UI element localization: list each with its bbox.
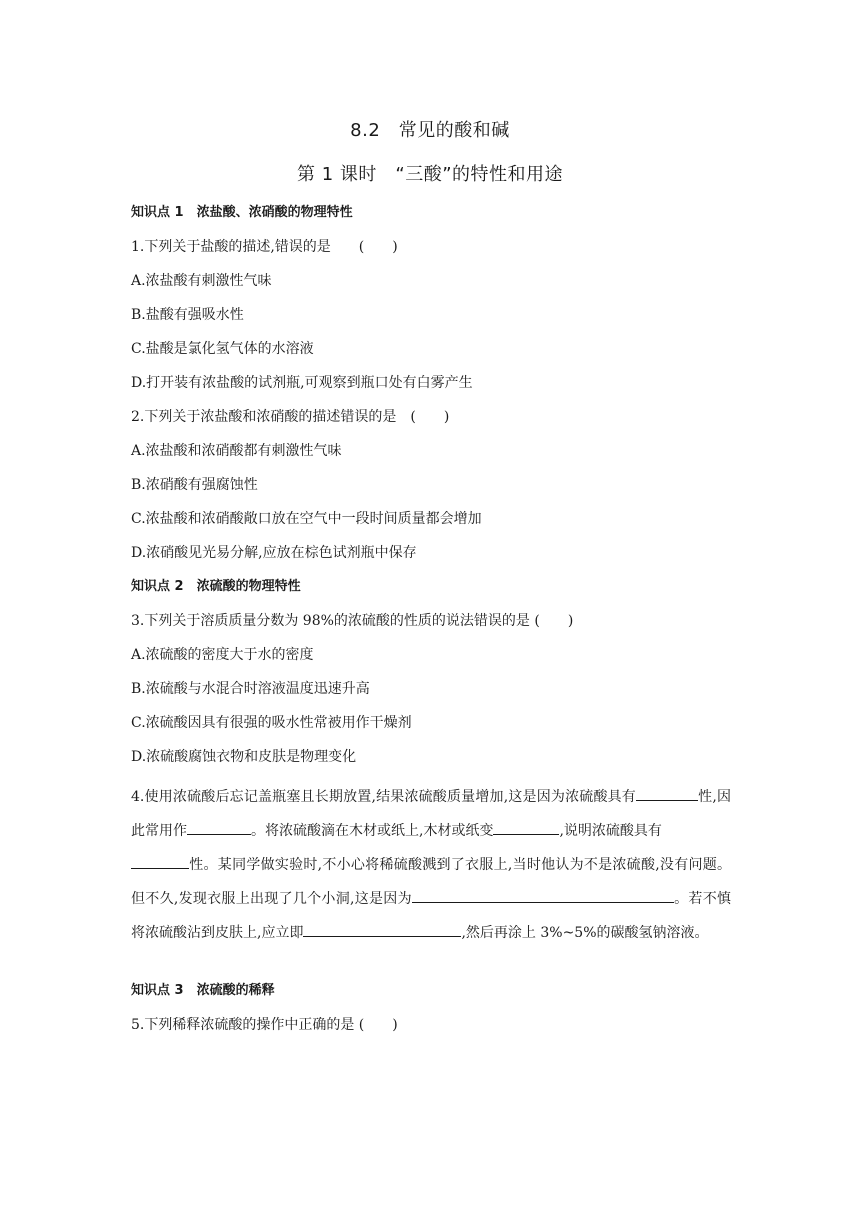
question-2-option-c: C.浓盐酸和浓硝酸敞口放在空气中一段时间质量都会增加 [131, 511, 482, 527]
answer-blank-3[interactable] [493, 818, 559, 835]
question-4-text-1: 4.使用浓硫酸后忘记盖瓶塞且长期放置,结果浓硫酸质量增加,这是因为浓硫酸具有 [131, 789, 636, 805]
section-spacer [131, 950, 731, 980]
question-1-option-a: A.浓盐酸有刺激性气味 [131, 273, 272, 289]
answer-blank-6[interactable] [303, 920, 461, 937]
question-1-stem: 1.下列关于盐酸的描述,错误的是 ( ) [131, 239, 398, 255]
answer-blank-2[interactable] [187, 818, 251, 835]
lesson-subtitle: 第 1 课时 “三酸”的特性和用途 [296, 164, 564, 185]
question-3-option-c: C.浓硫酸因具有很强的吸水性常被用作干燥剂 [131, 715, 412, 731]
question-3-option-b: B.浓硫酸与水混合时溶液温度迅速升高 [131, 681, 370, 697]
question-4-text-3: 。将浓硫酸滴在木材或纸上,木材或纸变 [251, 823, 494, 839]
question-3-stem: 3.下列关于溶质质量分数为 98%的浓硫酸的性质的说法错误的是 ( ) [131, 613, 574, 629]
question-4-text-6: 。若不慎将浓硫酸沾到皮肤上,应立即 [131, 891, 731, 941]
answer-blank-1[interactable] [636, 784, 698, 801]
question-2-option-d: D.浓硝酸见光易分解,应放在棕色试剂瓶中保存 [131, 545, 417, 561]
page-title: 8.2 常见的酸和碱 [350, 120, 510, 141]
question-2-stem: 2.下列关于浓盐酸和浓硝酸的描述错误的是 ( ) [131, 409, 450, 425]
question-1-option-c: C.盐酸是氯化氢气体的水溶液 [131, 341, 314, 357]
question-4-text-7: ,然后再涂上 3%~5%的碳酸氢钠溶液。 [461, 925, 709, 941]
section-heading-k2: 知识点 2 浓硫酸的物理特性 [131, 579, 301, 594]
question-1-option-b: B.盐酸有强吸水性 [131, 307, 244, 323]
section-heading-k3: 知识点 3 浓硫酸的稀释 [131, 983, 275, 998]
section-heading-k1: 知识点 1 浓盐酸、浓硝酸的物理特性 [131, 205, 353, 220]
answer-blank-4[interactable] [131, 852, 189, 869]
question-5-stem: 5.下列稀释浓硫酸的操作中正确的是 ( ) [131, 1017, 398, 1033]
answer-blank-5[interactable] [412, 886, 674, 903]
question-2-option-a: A.浓盐酸和浓硝酸都有刺激性气味 [131, 443, 342, 459]
question-4-text-5: 性。某同学做实验时,不小心将稀硫酸溅到了衣服上,当时他认为不是浓硫酸,没有问题。但不久,发现衣服上出现了几个小洞,这是因为 [131, 857, 731, 907]
question-3-option-a: A.浓硫酸的密度大于水的密度 [131, 647, 314, 663]
worksheet-body [131, 202, 731, 1048]
question-4-text-2: 性,因此常用作 [131, 789, 731, 839]
question-1-option-d: D.打开装有浓盐酸的试剂瓶,可观察到瓶口处有白雾产生 [131, 375, 473, 391]
question-4-text-4: ,说明浓硫酸具有 [559, 823, 662, 839]
question-3-option-d: D.浓硫酸腐蚀衣物和皮肤是物理变化 [131, 749, 357, 765]
question-2-option-b: B.浓硝酸有强腐蚀性 [131, 477, 258, 493]
question-4-paragraph [131, 780, 731, 950]
